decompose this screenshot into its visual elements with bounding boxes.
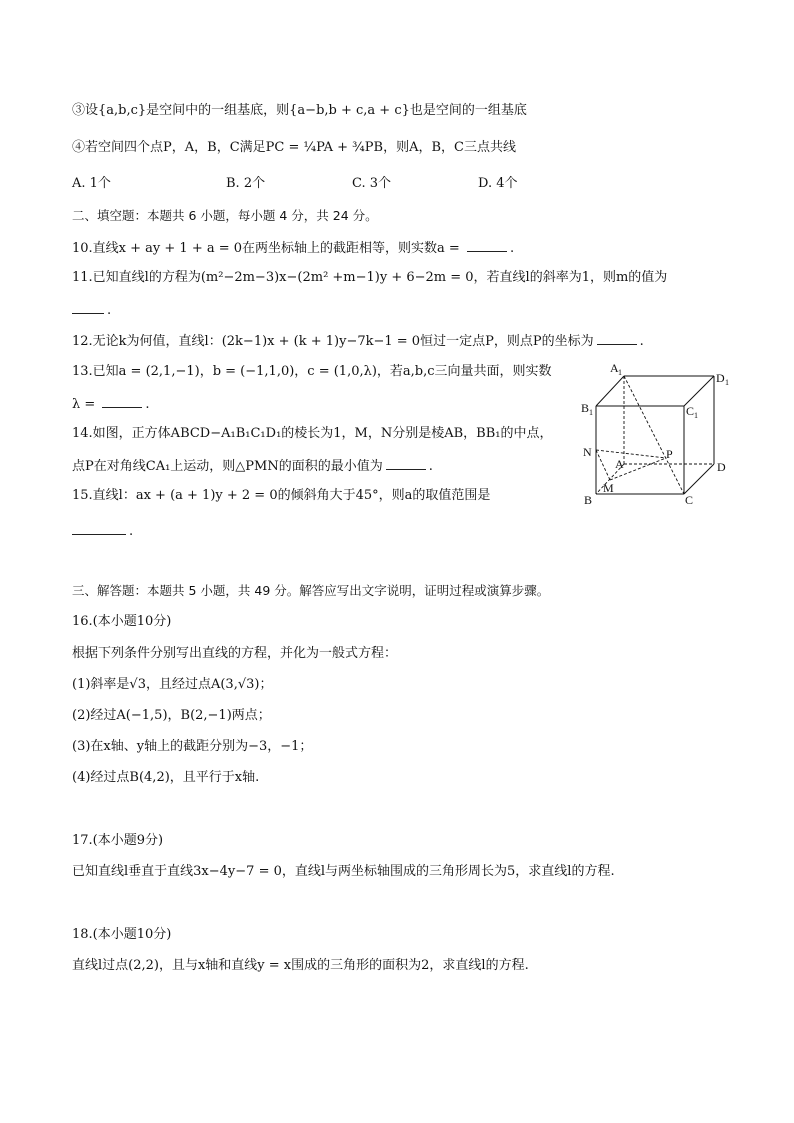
question-15-line2	[72, 521, 133, 541]
q13-lambda: λ =	[72, 397, 100, 412]
cube-edges	[596, 376, 714, 494]
q15-end: .	[129, 524, 134, 539]
q14-answer-blank	[386, 456, 426, 470]
q16-header: 16.(本小题10分)	[72, 614, 172, 629]
q11-answer-blank	[72, 300, 104, 314]
question-14-line2	[72, 456, 433, 476]
q14-end: .	[428, 459, 433, 474]
q14-text: 点P在对角线CA₁上运动，则△PMN的面积的最小值为	[72, 459, 383, 474]
label-P: P	[666, 447, 673, 461]
label-N: N	[583, 445, 592, 459]
q16-item-4: (4)经过点B(4,2)，且平行于x轴.	[72, 770, 260, 785]
q9-option-d: D. 4个	[478, 176, 518, 191]
label-A1: A	[610, 361, 619, 375]
q12-end: .	[639, 334, 644, 349]
q11-end: .	[107, 303, 112, 318]
question-15-line1: 15.直线l：ax + (a + 1)y + 2 = 0的倾斜角大于45°，则a的取值范围是	[72, 488, 491, 503]
question-14-line1: 14.如图，正方体ABCD−A₁B₁C₁D₁的棱长为1，M，N分别是棱AB，BB₁的中点，	[72, 426, 553, 441]
question-11-line1: 11.已知直线l的方程为(m²−2m−3)x−(2m² +m−1)y + 6−2m = 0，若直线l的斜率为1，则m的值为	[72, 270, 668, 285]
label-A: A	[615, 457, 624, 471]
q12-text: 12.无论k为何值，直线l：(2k−1)x + (k + 1)y−7k−1 = 0恒过一定点P，则点P的坐标为	[72, 334, 594, 349]
q10-text: 10.直线x + ay + 1 + a = 0在两坐标轴上的截距相等，则实数a =	[72, 241, 464, 256]
question-11-line2	[72, 300, 111, 320]
label-D1-sub: 1	[725, 378, 729, 387]
q18-header: 18.(本小题10分)	[72, 927, 172, 942]
label-C: C	[685, 493, 694, 507]
section-2-title: 二、填空题：本题共 6 小题，每小题 4 分，共 24 分。	[72, 208, 378, 223]
q9-option-b: B. 2个	[226, 176, 266, 191]
cube-figure	[578, 360, 738, 510]
q17-text: 已知直线l垂直于直线3x−4y−7 = 0，直线l与两坐标轴围成的三角形周长为5，求直线l的方程.	[72, 864, 615, 879]
label-A1-sub: 1	[618, 368, 622, 377]
q18-text: 直线l过点(2,2)，且与x轴和直线y = x围成的三角形的面积为2，求直线l的方程.	[72, 958, 529, 973]
q10-end: .	[509, 241, 515, 256]
q9-option-a: A. 1个	[72, 176, 111, 191]
question-10	[72, 238, 514, 258]
label-B1: B	[581, 401, 590, 415]
q9-option-c: C. 3个	[352, 176, 392, 191]
q16-item-1: (1)斜率是√3，且经过点A(3,√3)；	[72, 677, 273, 692]
q16-item-3: (3)在x轴、y轴上的截距分别为−3，−1；	[72, 739, 313, 754]
label-B1-sub: 1	[589, 408, 593, 417]
q9-item-4: ④若空间四个点P，A，B，C满足PC = ¼PA + ¾PB，则A，B，C三点共线	[72, 140, 516, 155]
label-D: D	[717, 460, 726, 474]
q13-answer-blank	[102, 394, 142, 408]
q16-intro: 根据下列条件分别写出直线的方程，并化为一般式方程：	[72, 646, 398, 661]
question-12	[72, 331, 644, 351]
q13-end: .	[145, 397, 150, 412]
label-M: M	[603, 481, 614, 495]
q9-item-3: ③设{a,b,c}是空间中的一组基底，则{a−b,b + c,a + c}也是空间的一组基底	[72, 103, 527, 118]
section-3-title: 三、解答题：本题共 5 小题，共 49 分。解答应写出文字说明，证明过程或演算步骤。	[72, 583, 550, 598]
q16-item-2: (2)经过A(−1,5)，B(2,−1)两点；	[72, 708, 271, 723]
label-B: B	[584, 493, 593, 507]
label-D1: D	[716, 371, 725, 385]
question-13-line2	[72, 394, 150, 414]
q15-answer-blank	[72, 521, 126, 535]
label-C1-sub: 1	[694, 411, 698, 420]
question-13-line1: 13.已知a = (2,1,−1)，b = (−1,1,0)，c = (1,0,λ)，若a,b,c三向量共面，则实数	[72, 364, 552, 379]
q10-answer-blank	[467, 238, 507, 252]
q12-answer-blank	[597, 331, 637, 345]
label-C1: C	[686, 404, 695, 418]
q17-header: 17.(本小题9分)	[72, 833, 164, 848]
